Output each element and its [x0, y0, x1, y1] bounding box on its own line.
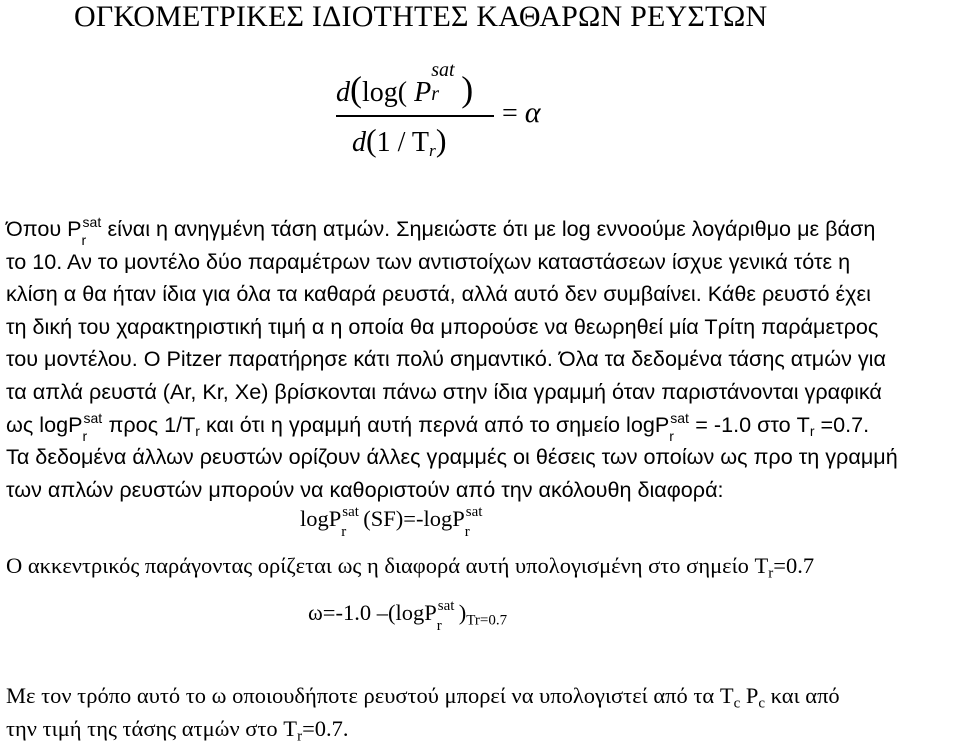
acentric-factor-definition — [6, 553, 815, 582]
page-title: ΟΓΚΟΜΕΤΡΙΚΕΣ ΙΔΙΟΤΗΤΕΣ ΚΑΘΑΡΩΝ ΡΕΥΣΤΩΝ — [74, 0, 768, 33]
paragraph-line-5: του μοντέλου. Ο Pitzer παρατήρησε κάτι πολύ σημαντικό. Όλα τα δεδομένα τάσης ατμών για — [6, 346, 886, 372]
paragraph-line-4: τη δική του χαρακτηριστική τιμή α η οποία θα μπορούσε να θεωρηθεί μία Τρίτη παράμετρος — [6, 313, 879, 339]
eq-num-log: log( — [362, 77, 408, 108]
sub-r: r — [809, 422, 815, 439]
final-paragraph — [6, 679, 840, 745]
text-span: ω=-1.0 –(logP — [308, 600, 437, 625]
paragraph-line-9: των απλών ρευστών μπορούν να καθοριστούν από την ακόλουθη διαφορά: — [6, 476, 724, 502]
eq-num-r: r — [431, 83, 440, 105]
eq-alpha: α — [524, 96, 541, 129]
text-span: είναι η ανηγμένη τάση ατμών. Σημειώστε ότι με log εννοούμε λογάριθμο με βάση — [101, 216, 876, 241]
eq-num-sat: sat — [431, 59, 455, 81]
text-span: = -1.0 στο T — [689, 411, 810, 437]
paragraph-line-2: το 10. Αν το μοντέλο δύο παραμέτρων των αντιστοίχων καταστάσεων ίσχυε γενικά τότε η — [6, 248, 851, 274]
text-span: την τιμή της τάσης ατμών στο T — [6, 716, 298, 741]
equation-numerator — [336, 59, 474, 110]
paragraph-line-8: Τα δεδομένα άλλων ρευστών ορίζουν άλλες γραμμές οι θέσεις των οποίων ως προ τη γραμμή — [6, 444, 898, 470]
eq-num-close-paren: ) — [461, 69, 474, 109]
sub-r: r — [297, 728, 303, 745]
text-span: ) — [458, 600, 467, 625]
paragraph-line-7: ως logP sat r προς $1/T_r$ και ότι η γραμμή αυτή περνά από το σημείο logP sat r = -1.0 στο $T_r =0.7$. — [6, 409, 870, 444]
sub-tr: Tr=0.7 — [466, 612, 508, 629]
vapor-pressure-slope-equation — [336, 60, 566, 170]
equation-denominator — [352, 122, 446, 159]
text-span: Ο ακκεντρικός παράγοντας ορίζεται ως η διαφορά αυτή υπολογισμένη στο σημείο T — [6, 553, 769, 578]
eq-den-body: 1 / T — [376, 127, 430, 158]
sub-c: c — [758, 695, 766, 712]
paragraph-line-1: Όπου P sat r είναι η ανηγμένη τάση ατμών. Σημειώστε ότι με log εννοούμε λογάριθμο με βάση — [6, 214, 876, 248]
text-span: προς 1/T — [102, 411, 196, 437]
text-span: και ότι η γραμμή αυτή περνά από το σημείο logP — [199, 411, 670, 437]
fraction-bar — [336, 115, 494, 117]
final-line-2 — [6, 712, 840, 745]
text-span: P — [740, 683, 759, 708]
text-span: ως logP — [6, 411, 83, 437]
omega-equation: ω=-1.0 –(logP sat r )$_{Tr=0.7}$ — [308, 598, 508, 634]
paragraph-line-3: κλίση α θα ήταν ίδια για όλα τα καθαρά ρευστά, αλλά αυτό δεν συμβαίνει. Κάθε ρευστό έχει — [6, 281, 871, 307]
text-span: Με τον τρόπο αυτό το ω οποιουδήποτε ρευστού μπορεί να υπολογιστεί από τα T — [6, 683, 734, 708]
explanation-paragraph — [6, 213, 956, 506]
final-line-1 — [6, 679, 840, 712]
eq-den-open-paren: ( — [366, 122, 377, 158]
text-span: (SF)=-logP — [363, 506, 465, 531]
eq-num-d: d — [336, 77, 350, 108]
sub-r: r — [195, 422, 200, 439]
text-span: Όπου P — [6, 216, 82, 241]
eq-den-d: d — [352, 127, 366, 158]
difference-equation: logP sat r (SF)=-logP sat r — [300, 504, 483, 540]
eq-num-p: P — [414, 77, 432, 108]
sub-r: r — [768, 565, 774, 582]
paragraph-line-6: τα απλά ρευστά (Ar, Kr, Xe) βρίσκονται πάνω στην ίδια γραμμή όταν παριστάνονται γραφικά — [6, 378, 882, 404]
text-span: logP — [300, 506, 342, 531]
text-span: =0.7. — [302, 716, 349, 741]
text-span: και από — [765, 683, 840, 708]
eq-equals: = — [502, 98, 518, 129]
text-span: =0.7. — [814, 411, 870, 437]
eq-num-open-paren: ( — [350, 69, 362, 109]
sub-c: c — [733, 695, 741, 712]
text-span: =0.7 — [773, 553, 815, 578]
eq-den-close-paren: ) — [435, 122, 447, 158]
eq-den-r: r — [429, 141, 436, 161]
equation-rhs — [502, 96, 541, 130]
